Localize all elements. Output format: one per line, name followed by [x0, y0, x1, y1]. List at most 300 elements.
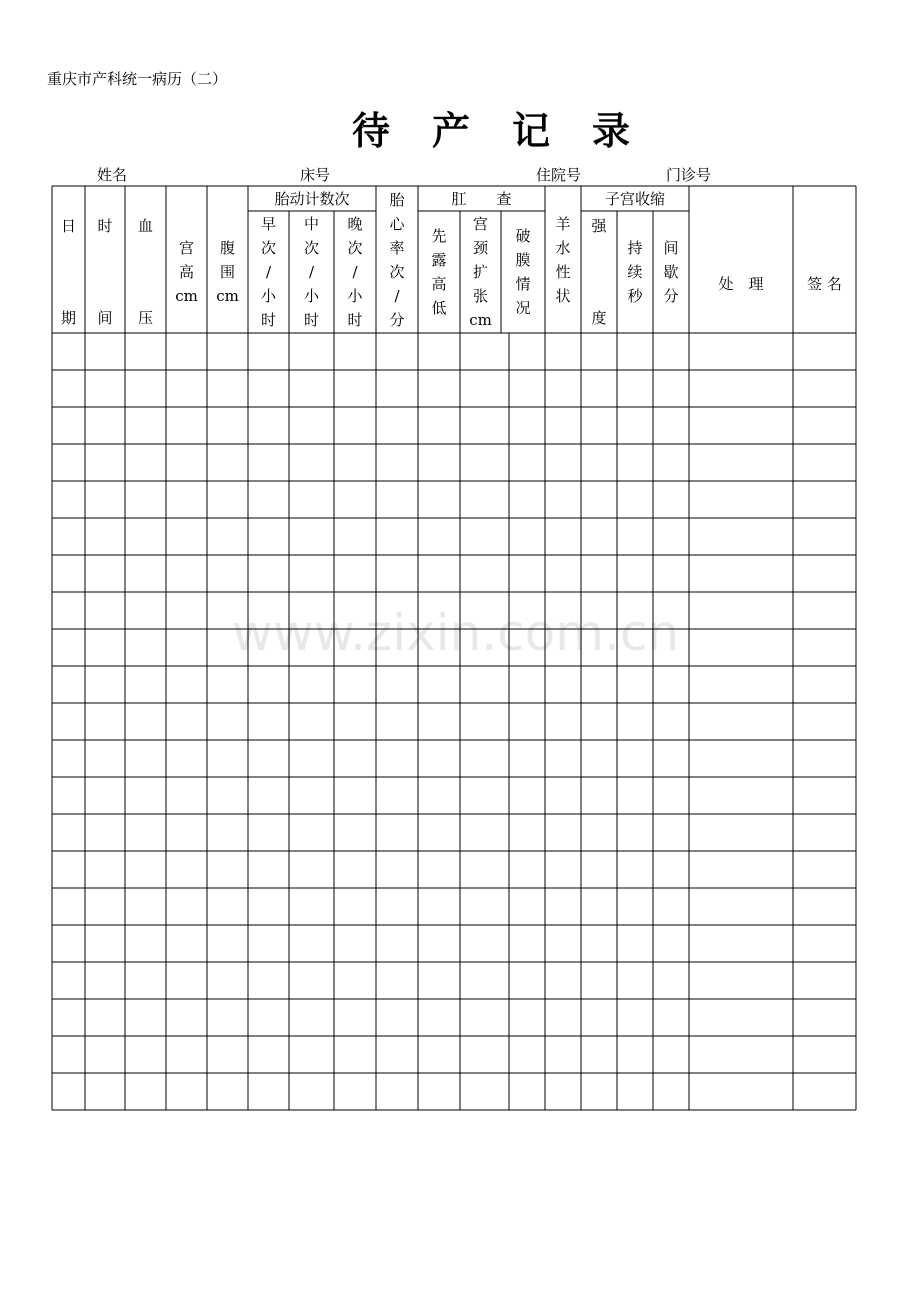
table-cell[interactable] — [335, 1074, 376, 1110]
table-cell[interactable] — [582, 1074, 617, 1110]
table-cell[interactable] — [335, 926, 376, 962]
table-cell[interactable] — [419, 519, 460, 555]
table-cell[interactable] — [419, 593, 460, 629]
table-cell[interactable] — [794, 556, 856, 592]
table-cell[interactable] — [618, 408, 653, 444]
table-cell[interactable] — [208, 667, 248, 703]
table-cell[interactable] — [377, 556, 418, 592]
table-cell[interactable] — [335, 334, 376, 370]
table-cell[interactable] — [690, 482, 793, 518]
table-cell[interactable] — [794, 778, 856, 814]
table-cell[interactable] — [654, 445, 689, 481]
table-cell[interactable] — [86, 593, 125, 629]
table-cell[interactable] — [86, 556, 125, 592]
table-cell[interactable] — [126, 963, 166, 999]
table-cell[interactable] — [654, 556, 689, 592]
table-cell[interactable] — [167, 852, 207, 888]
table-cell[interactable] — [126, 593, 166, 629]
table-cell[interactable] — [510, 630, 545, 666]
table-cell[interactable] — [461, 556, 509, 592]
table-cell[interactable] — [419, 1074, 460, 1110]
table-cell[interactable] — [86, 926, 125, 962]
table-cell[interactable] — [335, 741, 376, 777]
table-cell[interactable] — [654, 482, 689, 518]
table-cell[interactable] — [53, 1074, 85, 1110]
table-cell[interactable] — [461, 741, 509, 777]
table-cell[interactable] — [690, 741, 793, 777]
table-cell[interactable] — [126, 1074, 166, 1110]
table-cell[interactable] — [377, 778, 418, 814]
table-cell[interactable] — [290, 1074, 334, 1110]
table-cell[interactable] — [53, 371, 85, 407]
table-cell[interactable] — [794, 667, 856, 703]
table-cell[interactable] — [208, 593, 248, 629]
table-cell[interactable] — [249, 371, 289, 407]
table-cell[interactable] — [53, 1000, 85, 1036]
table-cell[interactable] — [290, 371, 334, 407]
table-cell[interactable] — [546, 408, 581, 444]
table-cell[interactable] — [335, 1037, 376, 1073]
table-cell[interactable] — [510, 778, 545, 814]
table-cell[interactable] — [618, 1074, 653, 1110]
table-cell[interactable] — [582, 630, 617, 666]
table-cell[interactable] — [546, 334, 581, 370]
table-cell[interactable] — [794, 519, 856, 555]
table-cell[interactable] — [510, 926, 545, 962]
table-cell[interactable] — [290, 963, 334, 999]
table-cell[interactable] — [690, 1074, 793, 1110]
table-cell[interactable] — [690, 371, 793, 407]
table-cell[interactable] — [126, 1000, 166, 1036]
table-cell[interactable] — [618, 630, 653, 666]
table-cell[interactable] — [249, 593, 289, 629]
table-cell[interactable] — [53, 1037, 85, 1073]
table-cell[interactable] — [126, 667, 166, 703]
table-cell[interactable] — [377, 1074, 418, 1110]
table-cell[interactable] — [126, 334, 166, 370]
table-cell[interactable] — [419, 630, 460, 666]
table-cell[interactable] — [249, 556, 289, 592]
table-cell[interactable] — [126, 1037, 166, 1073]
table-cell[interactable] — [510, 667, 545, 703]
table-cell[interactable] — [167, 889, 207, 925]
table-cell[interactable] — [335, 1000, 376, 1036]
table-cell[interactable] — [690, 667, 793, 703]
table-cell[interactable] — [249, 445, 289, 481]
table-cell[interactable] — [546, 889, 581, 925]
table-cell[interactable] — [290, 556, 334, 592]
table-cell[interactable] — [335, 889, 376, 925]
table-cell[interactable] — [690, 1000, 793, 1036]
table-cell[interactable] — [654, 1074, 689, 1110]
table-cell[interactable] — [461, 371, 509, 407]
table-cell[interactable] — [794, 1037, 856, 1073]
table-cell[interactable] — [618, 334, 653, 370]
table-cell[interactable] — [53, 519, 85, 555]
table-cell[interactable] — [654, 519, 689, 555]
table-cell[interactable] — [690, 408, 793, 444]
table-cell[interactable] — [419, 445, 460, 481]
table-cell[interactable] — [86, 630, 125, 666]
table-cell[interactable] — [126, 371, 166, 407]
table-cell[interactable] — [546, 445, 581, 481]
table-cell[interactable] — [794, 334, 856, 370]
table-cell[interactable] — [208, 519, 248, 555]
table-cell[interactable] — [582, 371, 617, 407]
table-cell[interactable] — [654, 963, 689, 999]
table-cell[interactable] — [461, 1074, 509, 1110]
table-cell[interactable] — [335, 371, 376, 407]
table-cell[interactable] — [618, 704, 653, 740]
table-cell[interactable] — [546, 963, 581, 999]
table-cell[interactable] — [510, 1037, 545, 1073]
table-cell[interactable] — [290, 519, 334, 555]
table-cell[interactable] — [510, 815, 545, 851]
table-cell[interactable] — [461, 852, 509, 888]
table-cell[interactable] — [126, 630, 166, 666]
table-cell[interactable] — [461, 519, 509, 555]
table-cell[interactable] — [208, 556, 248, 592]
table-cell[interactable] — [690, 852, 793, 888]
table-cell[interactable] — [208, 926, 248, 962]
table-cell[interactable] — [618, 926, 653, 962]
table-cell[interactable] — [377, 371, 418, 407]
table-cell[interactable] — [126, 445, 166, 481]
table-cell[interactable] — [86, 334, 125, 370]
table-cell[interactable] — [377, 445, 418, 481]
table-cell[interactable] — [249, 1037, 289, 1073]
table-cell[interactable] — [654, 741, 689, 777]
table-cell[interactable] — [546, 926, 581, 962]
table-cell[interactable] — [654, 371, 689, 407]
table-cell[interactable] — [618, 741, 653, 777]
table-cell[interactable] — [461, 593, 509, 629]
table-cell[interactable] — [582, 593, 617, 629]
table-cell[interactable] — [654, 1000, 689, 1036]
table-cell[interactable] — [690, 815, 793, 851]
table-cell[interactable] — [419, 963, 460, 999]
table-cell[interactable] — [794, 704, 856, 740]
table-cell[interactable] — [654, 334, 689, 370]
table-cell[interactable] — [461, 963, 509, 999]
table-cell[interactable] — [618, 963, 653, 999]
table-cell[interactable] — [126, 778, 166, 814]
table-cell[interactable] — [167, 630, 207, 666]
table-cell[interactable] — [335, 852, 376, 888]
table-cell[interactable] — [419, 852, 460, 888]
table-cell[interactable] — [335, 630, 376, 666]
table-cell[interactable] — [461, 408, 509, 444]
table-cell[interactable] — [510, 408, 545, 444]
table-cell[interactable] — [53, 963, 85, 999]
table-cell[interactable] — [794, 371, 856, 407]
table-cell[interactable] — [582, 667, 617, 703]
table-cell[interactable] — [377, 926, 418, 962]
table-cell[interactable] — [53, 408, 85, 444]
table-cell[interactable] — [290, 778, 334, 814]
table-cell[interactable] — [582, 445, 617, 481]
table-cell[interactable] — [86, 778, 125, 814]
table-cell[interactable] — [335, 815, 376, 851]
table-cell[interactable] — [377, 667, 418, 703]
table-cell[interactable] — [582, 408, 617, 444]
table-cell[interactable] — [86, 519, 125, 555]
table-cell[interactable] — [167, 667, 207, 703]
table-cell[interactable] — [794, 630, 856, 666]
table-cell[interactable] — [654, 815, 689, 851]
table-cell[interactable] — [249, 519, 289, 555]
table-cell[interactable] — [290, 1000, 334, 1036]
table-cell[interactable] — [249, 630, 289, 666]
table-cell[interactable] — [53, 667, 85, 703]
table-cell[interactable] — [290, 630, 334, 666]
table-cell[interactable] — [290, 741, 334, 777]
table-cell[interactable] — [290, 482, 334, 518]
table-cell[interactable] — [546, 741, 581, 777]
table-cell[interactable] — [86, 667, 125, 703]
table-cell[interactable] — [53, 630, 85, 666]
table-cell[interactable] — [335, 667, 376, 703]
table-cell[interactable] — [377, 1037, 418, 1073]
table-cell[interactable] — [794, 926, 856, 962]
table-cell[interactable] — [654, 630, 689, 666]
table-cell[interactable] — [461, 482, 509, 518]
table-cell[interactable] — [794, 482, 856, 518]
table-cell[interactable] — [126, 704, 166, 740]
table-cell[interactable] — [794, 889, 856, 925]
table-cell[interactable] — [582, 852, 617, 888]
table-cell[interactable] — [126, 741, 166, 777]
table-cell[interactable] — [126, 556, 166, 592]
table-cell[interactable] — [290, 889, 334, 925]
table-cell[interactable] — [419, 482, 460, 518]
table-cell[interactable] — [546, 482, 581, 518]
table-cell[interactable] — [461, 1000, 509, 1036]
table-cell[interactable] — [510, 445, 545, 481]
table-cell[interactable] — [582, 704, 617, 740]
table-cell[interactable] — [249, 815, 289, 851]
table-cell[interactable] — [618, 1037, 653, 1073]
table-cell[interactable] — [86, 963, 125, 999]
table-cell[interactable] — [690, 445, 793, 481]
table-cell[interactable] — [249, 334, 289, 370]
table-cell[interactable] — [618, 482, 653, 518]
table-cell[interactable] — [208, 408, 248, 444]
table-cell[interactable] — [419, 704, 460, 740]
table-cell[interactable] — [53, 741, 85, 777]
table-cell[interactable] — [335, 704, 376, 740]
table-cell[interactable] — [335, 778, 376, 814]
table-cell[interactable] — [546, 1074, 581, 1110]
table-cell[interactable] — [377, 741, 418, 777]
table-cell[interactable] — [461, 445, 509, 481]
table-cell[interactable] — [690, 889, 793, 925]
table-cell[interactable] — [249, 704, 289, 740]
table-cell[interactable] — [546, 593, 581, 629]
table-cell[interactable] — [794, 1074, 856, 1110]
table-cell[interactable] — [335, 519, 376, 555]
table-cell[interactable] — [208, 482, 248, 518]
table-cell[interactable] — [582, 482, 617, 518]
table-cell[interactable] — [510, 334, 545, 370]
table-cell[interactable] — [126, 889, 166, 925]
table-cell[interactable] — [53, 556, 85, 592]
table-cell[interactable] — [377, 815, 418, 851]
table-cell[interactable] — [249, 482, 289, 518]
table-cell[interactable] — [86, 1000, 125, 1036]
table-cell[interactable] — [510, 519, 545, 555]
table-cell[interactable] — [794, 963, 856, 999]
table-cell[interactable] — [654, 704, 689, 740]
table-cell[interactable] — [618, 556, 653, 592]
table-cell[interactable] — [126, 852, 166, 888]
table-cell[interactable] — [654, 593, 689, 629]
table-cell[interactable] — [208, 334, 248, 370]
table-cell[interactable] — [510, 963, 545, 999]
table-cell[interactable] — [377, 519, 418, 555]
table-cell[interactable] — [53, 593, 85, 629]
table-cell[interactable] — [582, 334, 617, 370]
table-cell[interactable] — [546, 704, 581, 740]
table-cell[interactable] — [546, 371, 581, 407]
table-cell[interactable] — [167, 778, 207, 814]
table-cell[interactable] — [249, 963, 289, 999]
table-cell[interactable] — [461, 778, 509, 814]
table-cell[interactable] — [377, 852, 418, 888]
table-cell[interactable] — [510, 1000, 545, 1036]
table-cell[interactable] — [377, 593, 418, 629]
table-cell[interactable] — [249, 1074, 289, 1110]
table-cell[interactable] — [126, 482, 166, 518]
table-cell[interactable] — [419, 556, 460, 592]
table-cell[interactable] — [290, 445, 334, 481]
table-cell[interactable] — [249, 852, 289, 888]
table-cell[interactable] — [377, 630, 418, 666]
table-cell[interactable] — [546, 556, 581, 592]
table-cell[interactable] — [335, 445, 376, 481]
table-cell[interactable] — [290, 334, 334, 370]
table-cell[interactable] — [377, 1000, 418, 1036]
table-cell[interactable] — [377, 334, 418, 370]
table-cell[interactable] — [167, 556, 207, 592]
table-cell[interactable] — [249, 667, 289, 703]
table-cell[interactable] — [86, 482, 125, 518]
table-cell[interactable] — [126, 519, 166, 555]
table-cell[interactable] — [290, 1037, 334, 1073]
table-cell[interactable] — [419, 926, 460, 962]
table-cell[interactable] — [461, 630, 509, 666]
table-cell[interactable] — [53, 704, 85, 740]
table-cell[interactable] — [546, 852, 581, 888]
table-cell[interactable] — [208, 778, 248, 814]
table-cell[interactable] — [208, 852, 248, 888]
table-cell[interactable] — [167, 1000, 207, 1036]
table-cell[interactable] — [126, 815, 166, 851]
table-cell[interactable] — [208, 445, 248, 481]
table-cell[interactable] — [546, 815, 581, 851]
table-cell[interactable] — [377, 889, 418, 925]
table-cell[interactable] — [86, 408, 125, 444]
table-cell[interactable] — [618, 371, 653, 407]
table-cell[interactable] — [419, 667, 460, 703]
table-cell[interactable] — [461, 667, 509, 703]
table-cell[interactable] — [690, 1037, 793, 1073]
table-cell[interactable] — [582, 741, 617, 777]
table-cell[interactable] — [377, 408, 418, 444]
table-cell[interactable] — [546, 667, 581, 703]
table-cell[interactable] — [618, 519, 653, 555]
table-cell[interactable] — [53, 334, 85, 370]
table-cell[interactable] — [654, 408, 689, 444]
table-cell[interactable] — [290, 852, 334, 888]
table-cell[interactable] — [794, 408, 856, 444]
table-cell[interactable] — [208, 371, 248, 407]
table-cell[interactable] — [419, 778, 460, 814]
table-cell[interactable] — [654, 852, 689, 888]
table-cell[interactable] — [167, 815, 207, 851]
table-cell[interactable] — [167, 445, 207, 481]
table-cell[interactable] — [510, 852, 545, 888]
table-cell[interactable] — [794, 1000, 856, 1036]
table-cell[interactable] — [290, 815, 334, 851]
table-cell[interactable] — [249, 889, 289, 925]
table-cell[interactable] — [167, 519, 207, 555]
table-cell[interactable] — [582, 1037, 617, 1073]
table-cell[interactable] — [290, 926, 334, 962]
table-cell[interactable] — [249, 778, 289, 814]
table-cell[interactable] — [690, 926, 793, 962]
table-cell[interactable] — [618, 445, 653, 481]
table-cell[interactable] — [510, 593, 545, 629]
table-cell[interactable] — [86, 852, 125, 888]
table-cell[interactable] — [690, 519, 793, 555]
table-cell[interactable] — [618, 593, 653, 629]
table-cell[interactable] — [461, 1037, 509, 1073]
table-cell[interactable] — [53, 852, 85, 888]
table-cell[interactable] — [86, 704, 125, 740]
table-cell[interactable] — [618, 667, 653, 703]
table-cell[interactable] — [335, 408, 376, 444]
table-cell[interactable] — [86, 445, 125, 481]
table-cell[interactable] — [794, 445, 856, 481]
table-cell[interactable] — [335, 593, 376, 629]
table-cell[interactable] — [546, 1037, 581, 1073]
table-cell[interactable] — [510, 482, 545, 518]
table-cell[interactable] — [582, 1000, 617, 1036]
table-cell[interactable] — [794, 815, 856, 851]
table-cell[interactable] — [690, 334, 793, 370]
table-cell[interactable] — [249, 1000, 289, 1036]
table-cell[interactable] — [53, 778, 85, 814]
table-cell[interactable] — [126, 408, 166, 444]
table-cell[interactable] — [208, 1000, 248, 1036]
table-cell[interactable] — [53, 482, 85, 518]
table-cell[interactable] — [86, 815, 125, 851]
table-cell[interactable] — [167, 334, 207, 370]
table-cell[interactable] — [618, 889, 653, 925]
table-cell[interactable] — [461, 926, 509, 962]
table-cell[interactable] — [582, 778, 617, 814]
table-cell[interactable] — [377, 482, 418, 518]
table-cell[interactable] — [167, 482, 207, 518]
table-cell[interactable] — [419, 408, 460, 444]
table-cell[interactable] — [167, 593, 207, 629]
table-cell[interactable] — [546, 778, 581, 814]
table-cell[interactable] — [461, 704, 509, 740]
table-cell[interactable] — [167, 1074, 207, 1110]
table-cell[interactable] — [654, 778, 689, 814]
table-cell[interactable] — [618, 778, 653, 814]
